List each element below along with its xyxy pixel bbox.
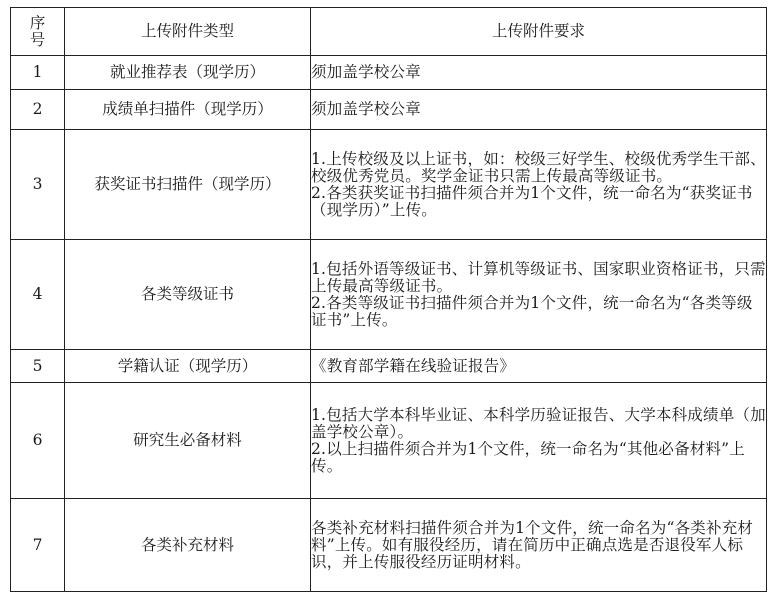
row-requirement (311, 350, 767, 383)
requirement-line: 1.上传校级及以上证书，如：校级三好学生、校级优秀学生干部、校级优秀党员。奖学金证书只需上传最高等级证书。 (311, 149, 766, 185)
header-type: 上传附件类型 (65, 8, 311, 56)
row-attachment-type: 各类等级证书 (65, 240, 311, 350)
row-index: 1 (11, 56, 65, 90)
requirement-line: 须加盖学校公章 (311, 63, 421, 81)
table-row (11, 499, 767, 592)
row-index: 3 (11, 130, 65, 240)
row-attachment-type: 成绩单扫描件（现学历） (65, 90, 311, 130)
table-row (11, 90, 767, 130)
table-body (11, 56, 767, 592)
table-row (11, 56, 767, 90)
header-index: 序号 (11, 8, 65, 56)
row-index: 7 (11, 499, 65, 592)
row-requirement (311, 499, 767, 592)
row-index: 6 (11, 383, 65, 499)
header-requirement: 上传附件要求 (311, 8, 767, 56)
row-index: 4 (11, 240, 65, 350)
row-attachment-type: 学籍认证（现学历） (65, 350, 311, 383)
requirement-line: 《教育部学籍在线验证报告》 (311, 356, 516, 375)
requirement-line: 2.各类等级证书扫描件须合并为1个文件，统一命名为“各类等级证书”上传。 (311, 293, 753, 329)
requirement-line: 1.包括外语等级证书、计算机等级证书、国家职业资格证书，只需上传最高等级证书。 (311, 259, 766, 295)
table-row (11, 130, 767, 240)
row-index: 5 (11, 350, 65, 383)
table-row (11, 383, 767, 499)
row-requirement (311, 56, 767, 90)
table-row (11, 350, 767, 383)
requirement-line: 各类补充材料扫描件须合并为1个文件，统一命名为“各类补充材料”上传。如有服役经历，请在简历中正确点选是否退役军人标识，并上传服役经历证明材料。 (311, 518, 754, 571)
row-attachment-type: 各类补充材料 (65, 499, 311, 592)
row-attachment-type: 研究生必备材料 (65, 383, 311, 499)
row-attachment-type: 获奖证书扫描件（现学历） (65, 130, 311, 240)
requirement-line: 1.包括大学本科毕业证、本科学历验证报告、大学本科成绩单（加盖学校公章）。 (311, 405, 766, 441)
table-row (11, 240, 767, 350)
row-requirement (311, 240, 767, 350)
row-requirement (311, 90, 767, 130)
row-requirement (311, 383, 767, 499)
requirement-line: 2.以上扫描件须合并为1个文件，统一命名为“其他必备材料”上传。 (311, 439, 746, 475)
requirement-line: 2.各类获奖证书扫描件须合并为1个文件，统一命名为“获奖证书（现学历）”上传。 (311, 183, 753, 219)
row-attachment-type: 就业推荐表（现学历） (65, 56, 311, 90)
requirement-line: 须加盖学校公章 (311, 100, 421, 118)
attachment-requirements-table (10, 7, 767, 592)
header-row (11, 8, 767, 56)
row-index: 2 (11, 90, 65, 130)
row-requirement (311, 130, 767, 240)
